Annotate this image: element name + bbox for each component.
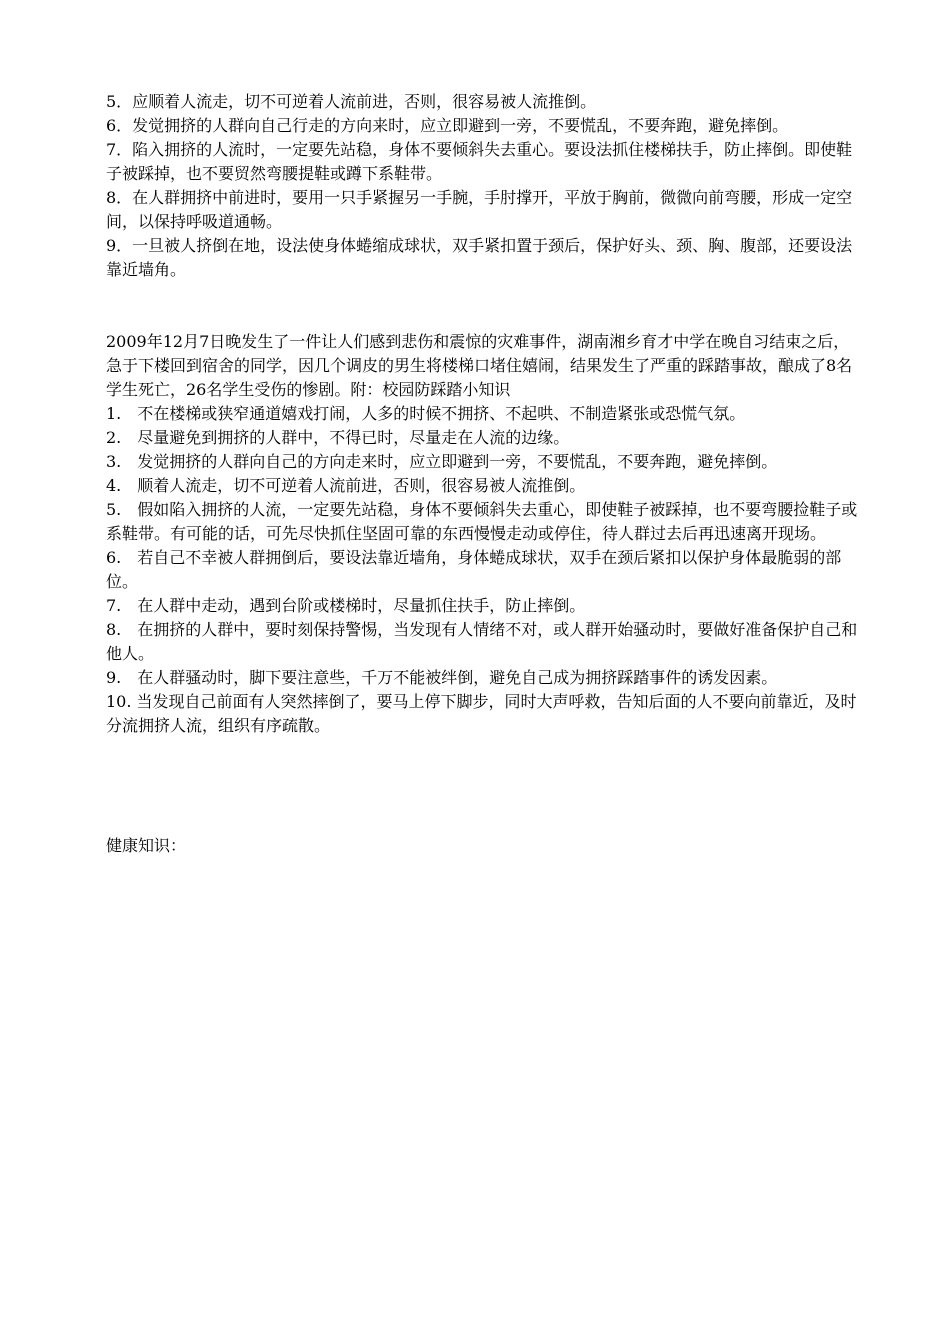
list-item: 7．陷入拥挤的人流时，一定要先站稳，身体不要倾斜失去重心。要设法抓住楼梯扶手，防止摔倒。即使鞋子被踩掉，也不要贸然弯腰提鞋或蹲下系鞋带。 [106, 140, 853, 183]
list-item: 2. 尽量避免到拥挤的人群中，不得已时，尽量走在人流的边缘。 [106, 428, 570, 447]
list-item: 6．发觉拥挤的人群向自己行走的方向来时，应立即避到一旁，不要慌乱，不要奔跑，避免摔倒。 [106, 116, 789, 135]
list-item: 9. 在人群骚动时，脚下要注意些，千万不能被绊倒，避免自己成为拥挤踩踏事件的诱发因素。 [106, 668, 778, 687]
section-spacer [106, 810, 858, 834]
health-knowledge-heading: 健康知识： [106, 836, 187, 855]
incident-intro-paragraph: 2009年12月7日晚发生了一件让人们感到悲伤和震惊的灾难事件，湖南湘乡育才中学在晚自习结束之后，急于下楼回到宿舍的同学，因几个调皮的男生将楼梯口堵住嬉闹，结果发生了严重的踩踏事故，酿成了8名学生死亡，26名学生受伤的惨剧。附：校园防踩踏小知识 [106, 332, 853, 399]
list-item: 3. 发觉拥挤的人群向自己的方向走来时，应立即避到一旁，不要慌乱，不要奔跑，避免摔倒。 [106, 452, 778, 471]
section-spacer [106, 282, 858, 330]
safety-tips-list-1 [106, 90, 858, 282]
list-item: 10. 当发现自己前面有人突然摔倒了，要马上停下脚步，同时大声呼救，告知后面的人不要向前靠近，及时分流拥挤人流，组织有序疏散。 [106, 692, 857, 735]
list-item: 5. 假如陷入拥挤的人流，一定要先站稳，身体不要倾斜失去重心，即使鞋子被踩掉，也不要弯腰捡鞋子或系鞋带。有可能的话，可先尽快抓住坚固可靠的东西慢慢走动或停住，待人群过去后再迅速离开现场。 [106, 500, 858, 543]
section-spacer [106, 738, 858, 810]
list-item: 7. 在人群中走动，遇到台阶或楼梯时，尽量抓住扶手，防止摔倒。 [106, 596, 586, 615]
list-item: 4. 顺着人流走，切不可逆着人流前进，否则，很容易被人流推倒。 [106, 476, 586, 495]
document-page [106, 90, 858, 858]
anti-trampling-tips-list [106, 402, 858, 738]
list-item: 8. 在拥挤的人群中，要时刻保持警惕，当发现有人情绪不对，或人群开始骚动时，要做好准备保护自己和他人。 [106, 620, 858, 663]
list-item: 1. 不在楼梯或狭窄通道嬉戏打闹，人多的时候不拥挤、不起哄、不制造紧张或恐慌气氛。 [106, 404, 746, 423]
list-item: 5．应顺着人流走，切不可逆着人流前进，否则，很容易被人流推倒。 [106, 92, 597, 111]
list-item: 9．一旦被人挤倒在地，设法使身体蜷缩成球状，双手紧扣置于颈后，保护好头、颈、胸、腹部，还要设法靠近墙角。 [106, 236, 853, 279]
list-item: 8．在人群拥挤中前进时，要用一只手紧握另一手腕，手肘撑开，平放于胸前，微微向前弯腰，形成一定空间，以保持呼吸道通畅。 [106, 188, 853, 231]
list-item: 6. 若自己不幸被人群拥倒后，要设法靠近墙角，身体蜷成球状，双手在颈后紧扣以保护身体最脆弱的部位。 [106, 548, 842, 591]
